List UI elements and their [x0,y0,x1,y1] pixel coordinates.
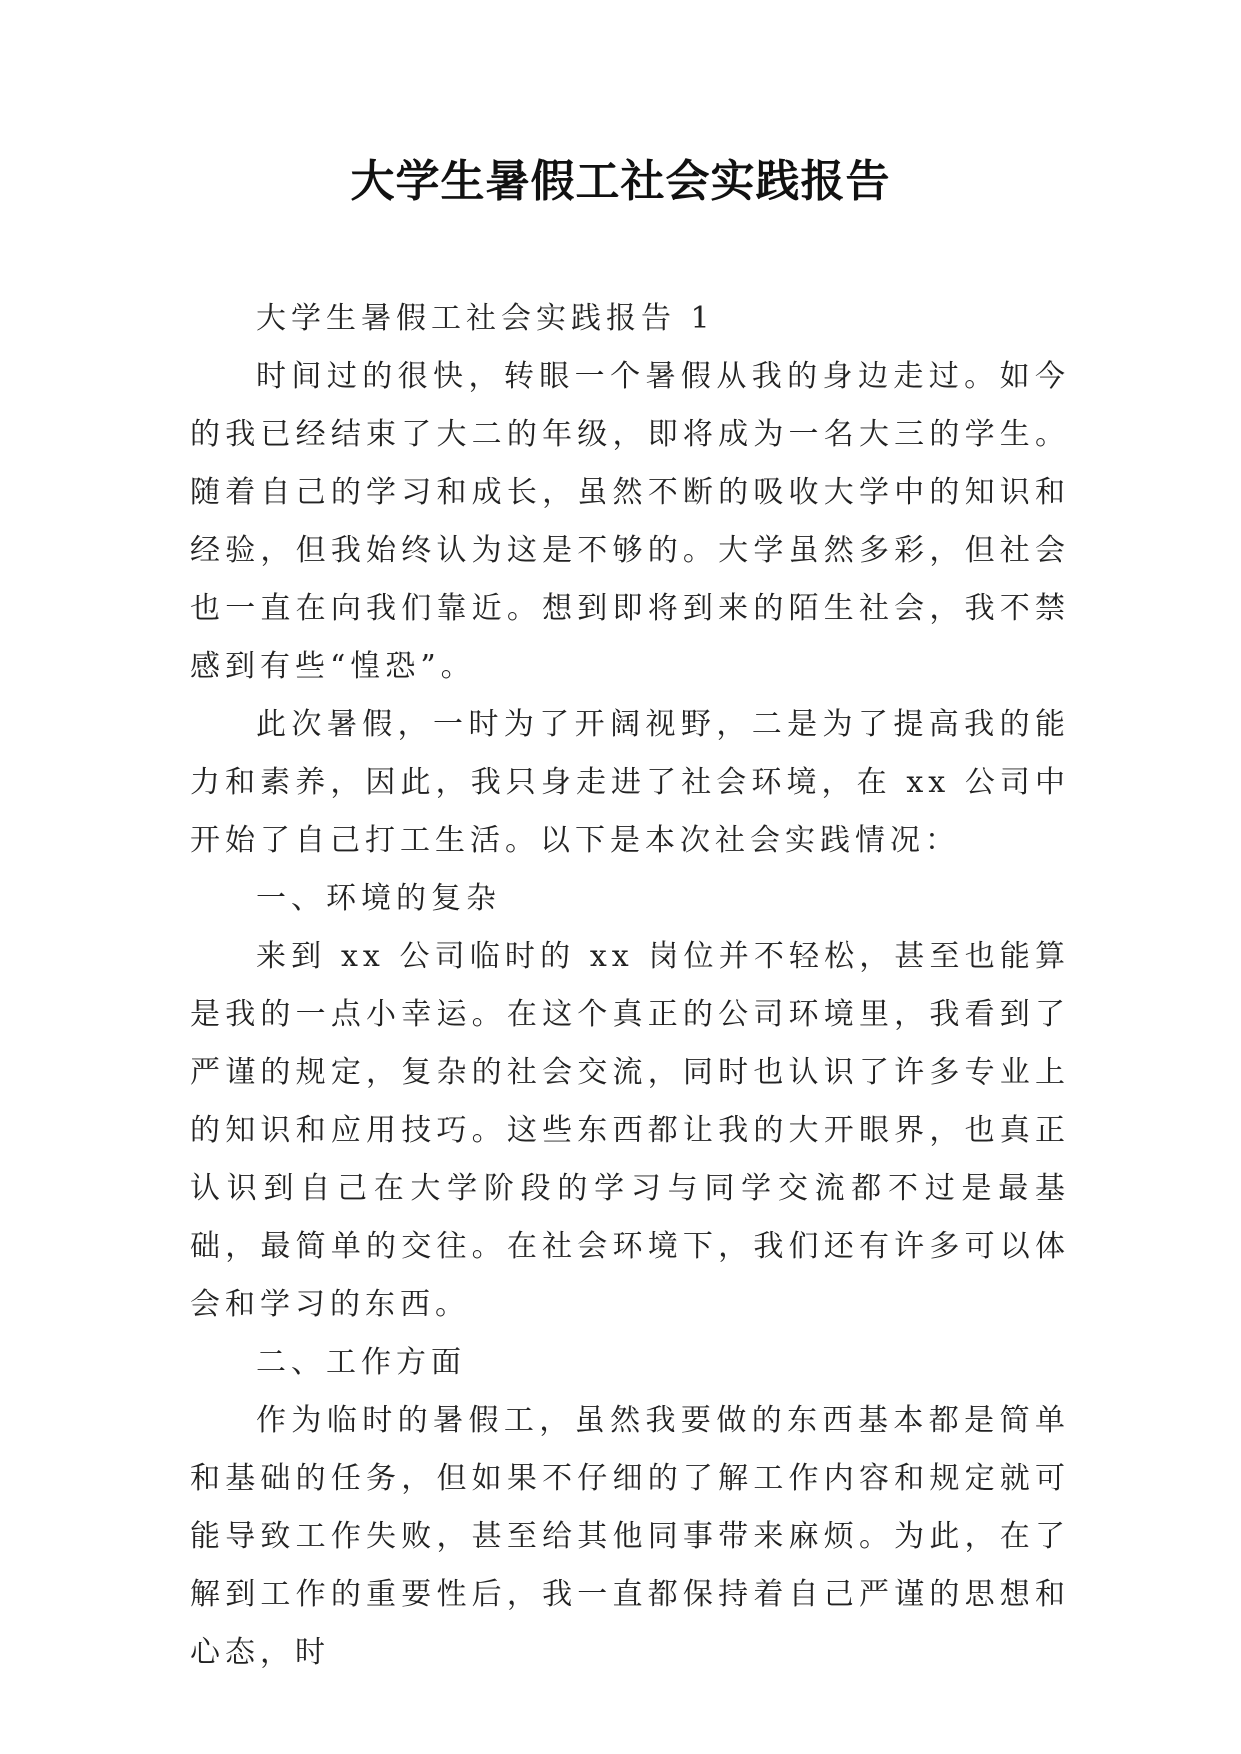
paragraph-purpose: 此次暑假，一时为了开阔视野，二是为了提高我的能力和素养，因此，我只身走进了社会环境，在 xx 公司中开始了自己打工生活。以下是本次社会实践情况： [190,707,1070,858]
report-heading: 大学生暑假工社会实践报告 1 [256,301,715,336]
document-title: 大学生暑假工社会实践报告 [350,156,891,207]
section-heading-work: 二、工作方面 [256,1345,466,1380]
paragraph-intro: 时间过的很快，转眼一个暑假从我的身边走过。如今的我已经结束了大二的年级，即将成为一名大三的学生。随着自己的学习和成长，虽然不断的吸收大学中的知识和经验，但我始终认为这是不够的。大学虽然多彩，但社会也一直在向我们靠近。想到即将到来的陌生社会，我不禁感到有些“惶恐”。 [190,359,1070,684]
document-body [190,290,1070,1682]
paragraph-environment: 来到 xx 公司临时的 xx 岗位并不轻松，甚至也能算是我的一点小幸运。在这个真正的公司环境里，我看到了严谨的规定，复杂的社会交流，同时也认识了许多专业上的知识和应用技巧。这些东西都让我的大开眼界，也真正认识到自己在大学阶段的学习与同学交流都不过是最基础，最简单的交往。在社会环境下，我们还有许多可以体会和学习的东西。 [190,939,1070,1322]
paragraph-work: 作为临时的暑假工，虽然我要做的东西基本都是简单和基础的任务，但如果不仔细的了解工作内容和规定就可能导致工作失败，甚至给其他同事带来麻烦。为此，在了解到工作的重要性后，我一直都保持着自己严谨的思想和心态，时 [190,1403,1070,1670]
section-heading-environment: 一、环境的复杂 [256,881,501,916]
